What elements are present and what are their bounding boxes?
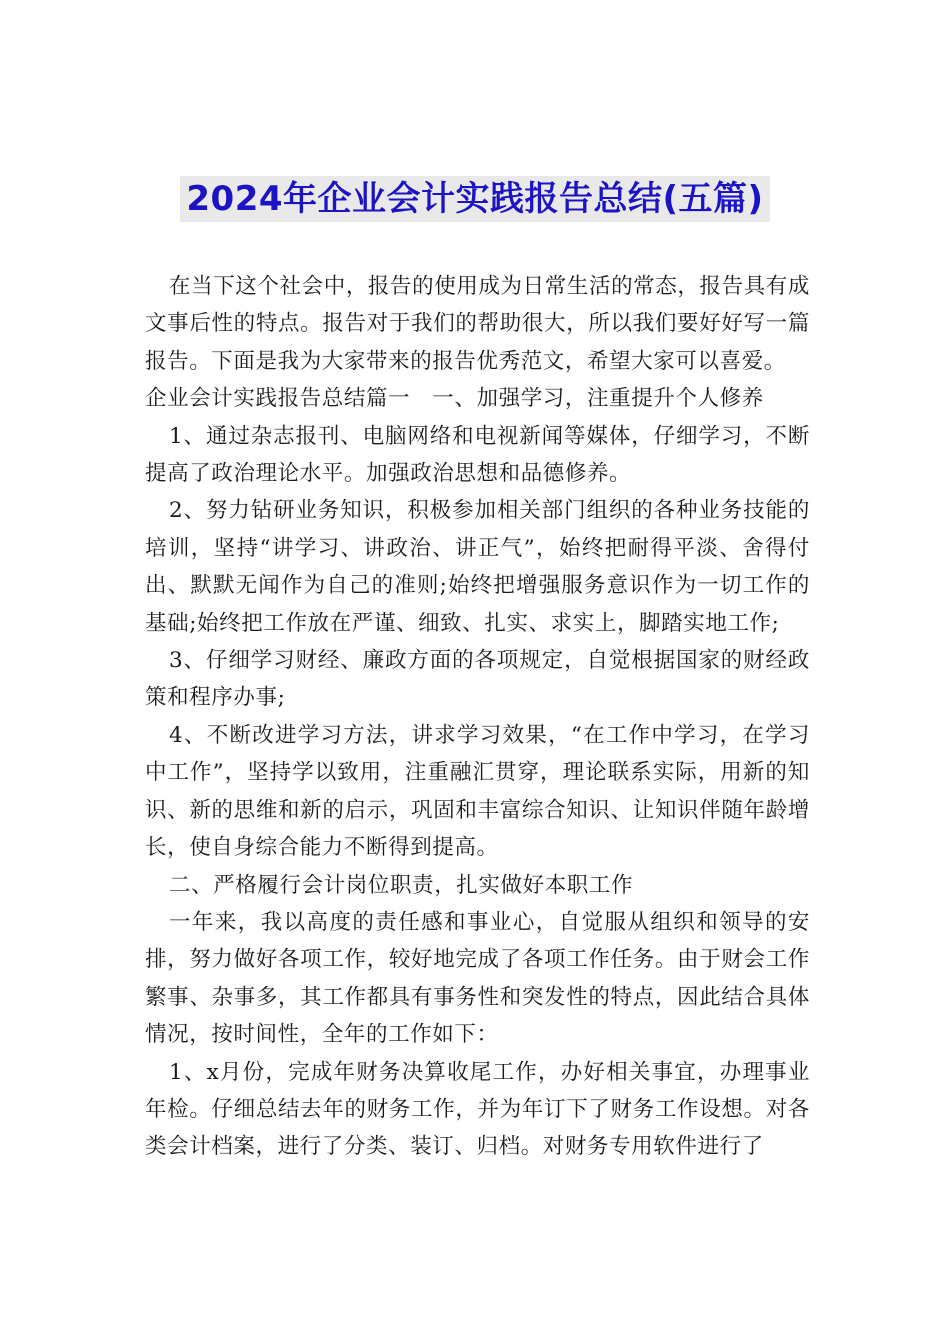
document-title: 2024年企业会计实践报告总结(五篇) [180,176,769,222]
document-body [145,268,810,1166]
intro-paragraph: 在当下这个社会中，报告的使用成为日常生活的常态，报告具有成文事后性的特点。报告对于我们的帮助很大，所以我们要好好写一篇报告。下面是我为大家带来的报告优秀范文，希望大家可以喜爱。 [145,274,810,374]
title-container [0,176,950,222]
work-item-1: 1、x月份，完成年财务决算收尾工作，办好相关事宜，办理事业年检。仔细总结去年的财务工作，并为年订下了财务工作设想。对各类会计档案，进行了分类、装订、归档。对财务专用软件进行了 [145,1059,810,1160]
work-overview-paragraph: 一年来，我以高度的责任感和事业心，自觉服从组织和领导的安排，努力做好各项工作，较好地完成了各项工作任务。由于财会工作繁事、杂事多，其工作都具有事务性和突发性的特点，因此结合具体情况，按时间性，全年的工作如下： [145,909,810,1048]
section-heading-part-one: 企业会计实践报告总结篇一 一、加强学习，注重提升个人修养 [145,386,764,412]
study-item-1: 1、通过杂志报刊、电脑网络和电视新闻等媒体，仔细学习，不断提高了政治理论水平。加强政治思想和品德修养。 [145,423,810,487]
study-item-4: 4、不断改进学习方法，讲求学习效果，“在工作中学习，在学习中工作”，坚持学以致用，注重融汇贯穿，理论联系实际，用新的知识、新的思维和新的启示，巩固和丰富综合知识、让知识伴随年龄增长，使自身综合能力不断得到提高。 [145,722,810,861]
study-item-3: 3、仔细学习财经、廉政方面的各项规定，自觉根据国家的财经政策和程序办事; [145,648,810,711]
section-heading-two: 二、严格履行会计岗位职责，扎实做好本职工作 [169,872,634,898]
study-item-2: 2、努力钻研业务知识，积极参加相关部门组织的各种业务技能的培训，坚持“讲学习、讲政治、讲正气”，始终把耐得平淡、舍得付出、默默无闻作为自己的准则;始终把增强服务意识作为一切工作的基础;始终把工作放在严谨、细致、扎实、求实上，脚踏实地工作; [145,498,810,636]
